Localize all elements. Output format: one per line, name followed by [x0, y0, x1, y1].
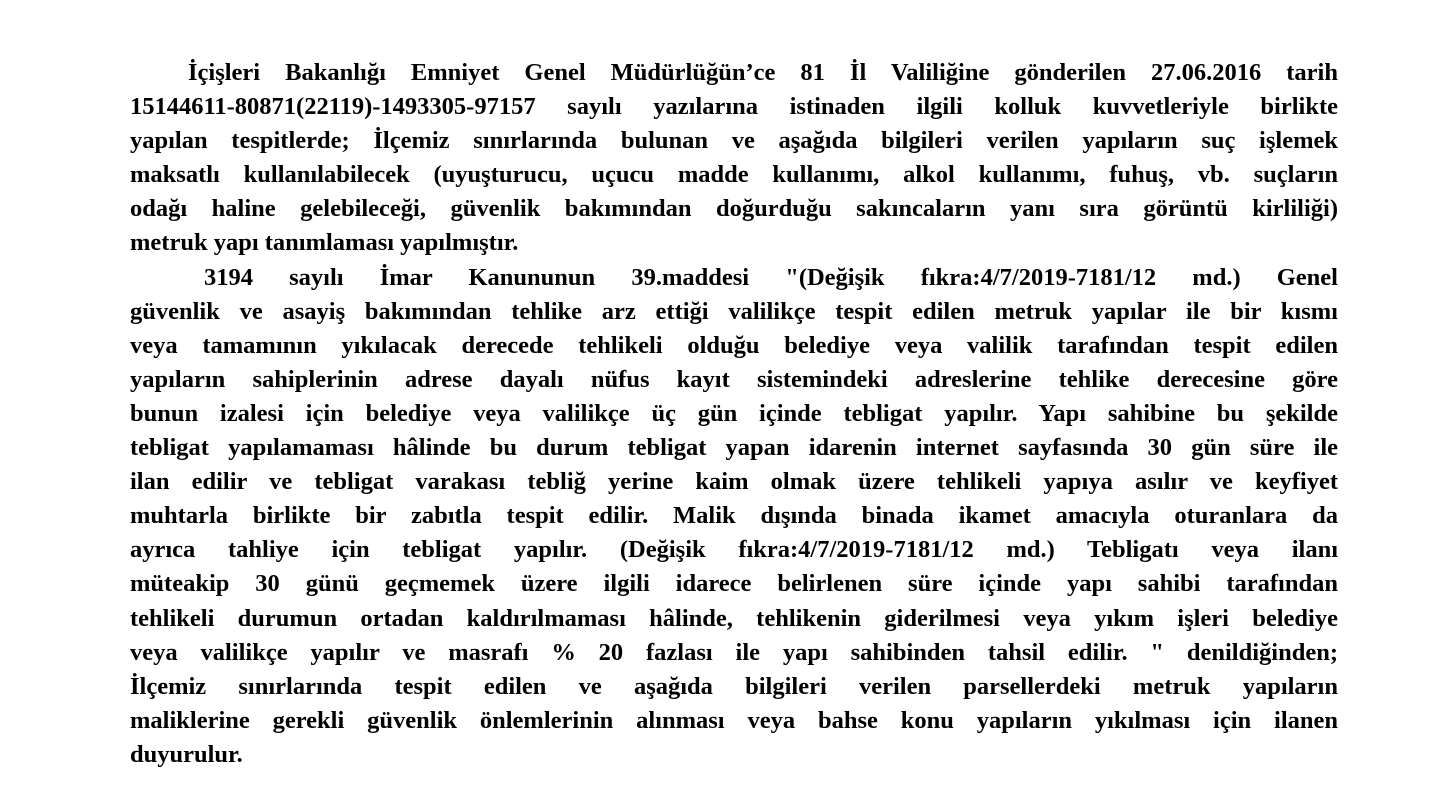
text-line: ilan edilir ve tebligat varakası tebliğ yerine kaim olmak üzere tehlikeli yapıya asılır ve keyfiyet: [130, 468, 1338, 496]
text-line: müteakip 30 günü geçmemek üzere ilgili idarece belirlenen süre içinde yapı sahibi tarafından: [130, 570, 1338, 598]
text-line: yapıların sahiplerinin adrese dayalı nüfus kayıt sistemindeki adreslerine tehlike derecesine göre: [130, 365, 1338, 393]
text-line: ayrıca tahliye için tebligat yapılır. (Değişik fıkra:4/7/2019-7181/12 md.) Tebligatı veya ilanı: [130, 536, 1338, 564]
paragraph-metruk-yapi-tespit: [130, 56, 1338, 261]
text-line: veya tamamının yıkılacak derecede tehlikeli olduğu belediye veya valilik tarafından tespit edilen: [130, 331, 1338, 359]
text-line: yapılan tespitlerde; İlçemiz sınırlarında bulunan ve aşağıda bilgileri verilen yapıların suç işlemek: [130, 127, 1338, 155]
text-line: 15144611-80871(22119)-1493305-97157 sayılı yazılarına istinaden ilgili kolluk kuvvetleriyle birlikte: [130, 93, 1338, 121]
text-line: tehlikeli durumun ortadan kaldırılmaması hâlinde, tehlikenin giderilmesi veya yıkım işleri belediye: [130, 604, 1338, 632]
text-line: güvenlik ve asayiş bakımından tehlike arz ettiği valilikçe tespit edilen metruk yapılar ile bir kısmı: [130, 297, 1338, 325]
text-line: maliklerine gerekli güvenlik önlemlerinin alınması veya bahse konu yapıların yıkılması için ilanen: [130, 706, 1338, 734]
paragraph-imar-kanunu-madde-39: [130, 261, 1338, 772]
text-line: duyurulur.: [130, 740, 243, 768]
text-line: muhtarla birlikte bir zabıtla tespit edilir. Malik dışında binada ikamet amacıyla oturanlara da: [130, 502, 1338, 530]
text-line: metruk yapı tanımlaması yapılmıştır.: [130, 229, 519, 257]
text-line: 3194 sayılı İmar Kanununun 39.maddesi "(Değişik fıkra:4/7/2019-7181/12 md.) Genel: [204, 263, 1338, 291]
text-line: tebligat yapılamaması hâlinde bu durum tebligat yapan idarenin internet sayfasında 30 gün süre ile: [130, 434, 1338, 462]
text-line: odağı haline gelebileceği, güvenlik bakımından doğurduğu sakıncaların yanı sıra görüntü kirliliği): [130, 195, 1338, 223]
text-line: bunun izalesi için belediye veya valilikçe üç gün içinde tebligat yapılır. Yapı sahibine bu şekilde: [130, 399, 1338, 427]
text-line: İçişleri Bakanlığı Emniyet Genel Müdürlüğün’ce 81 İl Valiliğine gönderilen 27.06.2016 tarih: [188, 59, 1338, 86]
document-page: [130, 56, 1338, 772]
text-line: veya valilikçe yapılır ve masrafı % 20 fazlası ile yapı sahibinden tahsil edilir. " denildiğinden;: [130, 638, 1338, 666]
text-line: maksatlı kullanılabilecek (uyuşturucu, uçucu madde kullanımı, alkol kullanımı, fuhuş, vb. suçların: [130, 161, 1338, 189]
text-line: İlçemiz sınırlarında tespit edilen ve aşağıda bilgileri verilen parsellerdeki metruk yapıların: [130, 672, 1338, 700]
